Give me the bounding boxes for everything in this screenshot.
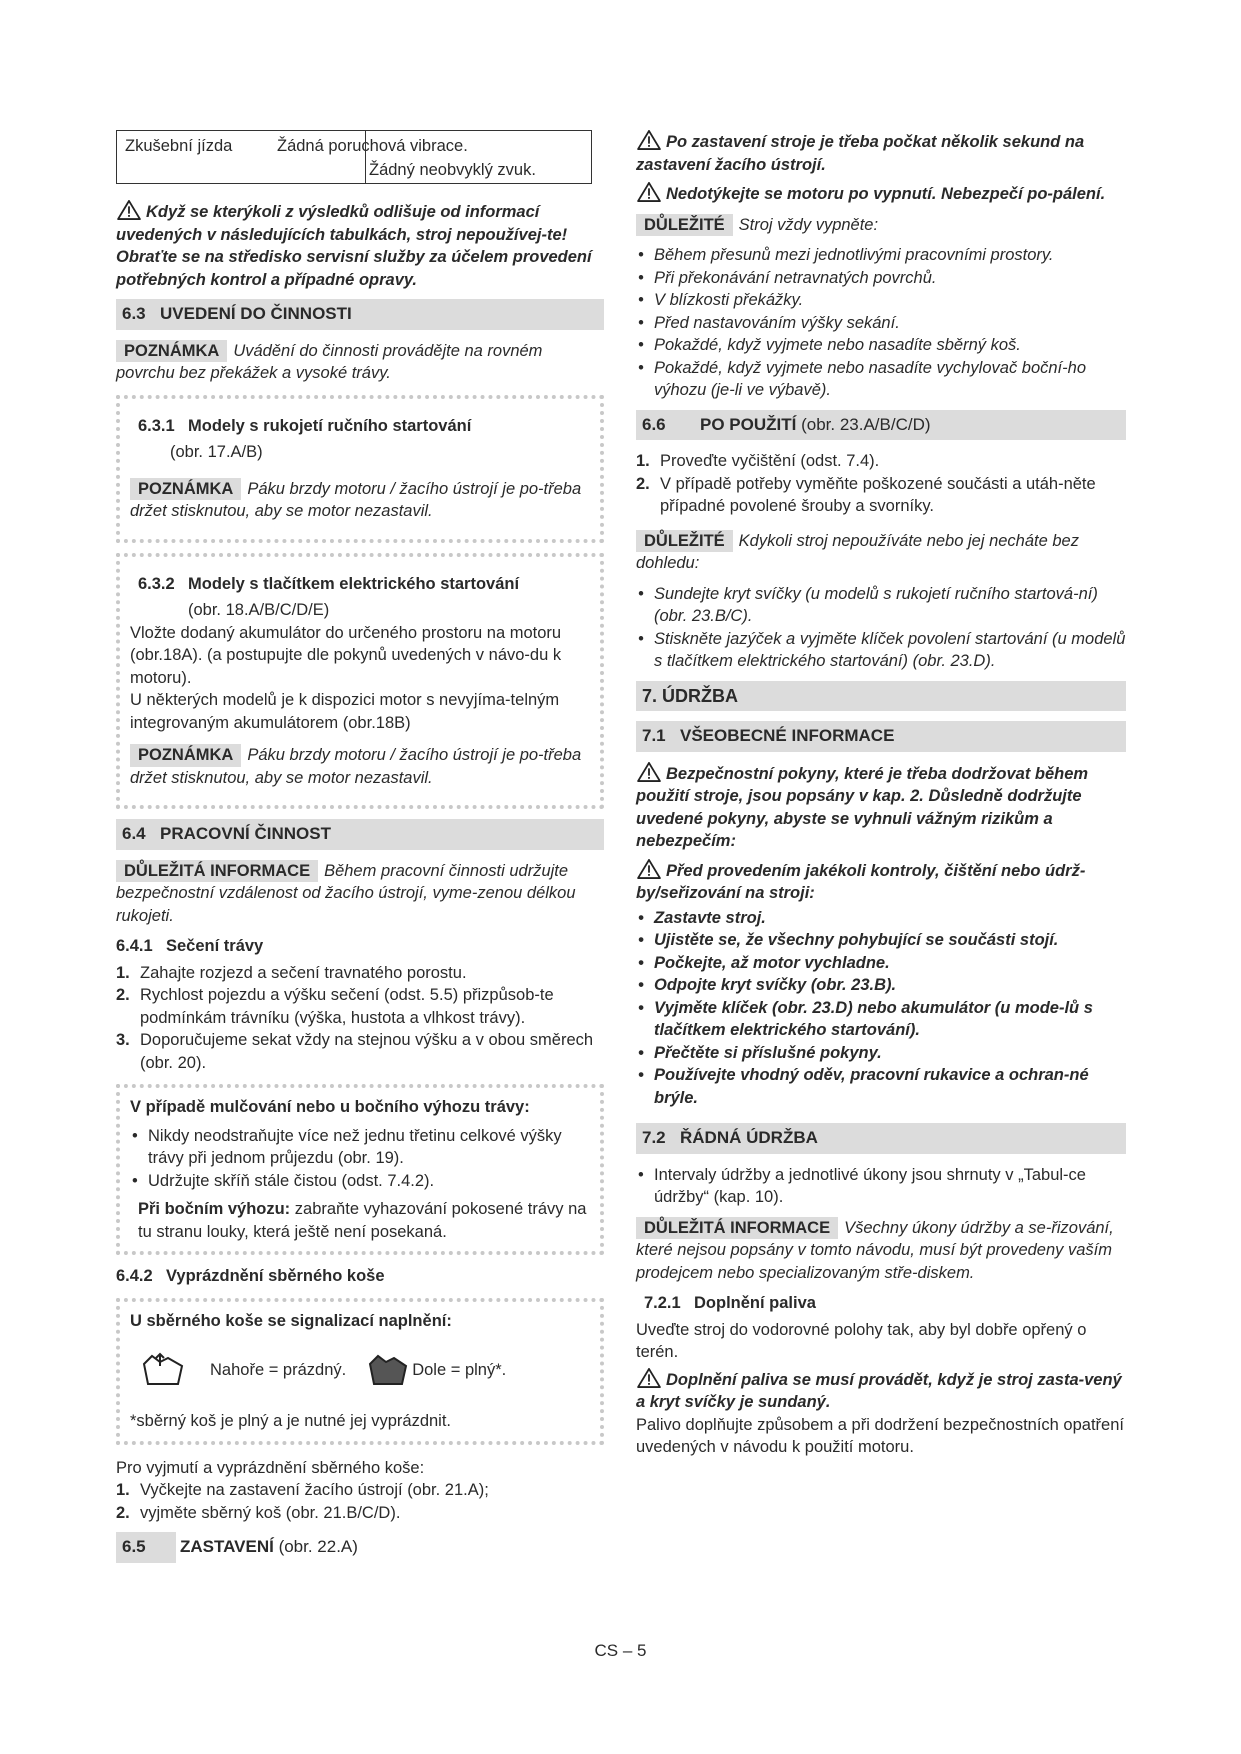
warning-icon [636, 1368, 662, 1388]
important-info: DŮLEŽITÁ INFORMACE Během pracovní činnosti udržujte bezpečnostní vzdálenost od žacího ústrojí, vyme-zenou délkou rukojeti. [116, 861, 576, 925]
warning-stop-blade: Po zastavení stroje je třeba počkat několik sekund na zastavení žacího ústrojí. [636, 130, 1126, 176]
bag-note: *sběrný koš je plný a je nutné jej vyprázdnit. [130, 1412, 452, 1430]
maintenance-list [636, 1164, 1126, 1209]
bag-indicator-row [138, 1350, 592, 1390]
chapter-7-heading: 7. ÚDRŽBA [636, 681, 1126, 712]
warning-icon [636, 762, 662, 782]
warning-hot-engine: Nedotýkejte se motoru po vypnutí. Nebezpečí po-pálení. [636, 182, 1126, 206]
paragraph: U některých modelů je k dispozici motor s nevyjíma-telným integrovaným akumulátorem (obr.18B) [130, 691, 560, 732]
left-column [116, 130, 604, 1573]
list-item: • Při překonávání netravnatých povrchů. [636, 267, 1126, 290]
paragraph: Palivo doplňujte způsobem a při dodržení bezpečnostních opatření uvedených v návodu k použití motoru. [636, 1415, 1124, 1456]
right-column [636, 130, 1126, 1459]
bag-full-icon [366, 1352, 410, 1388]
paragraph: Pro vyjmutí a vyprázdnění sběrného koše: [116, 1458, 425, 1477]
list-item: • Intervaly údržby a jednotlivé úkony jsou shrnuty v „Tabul-ce údržby“ (kap. 10). [636, 1164, 1126, 1209]
paragraph: Vložte dodaný akumulátor do určeného prostoru na motoru (obr.18A). (a postupujte dle pokynů uvedených v návo-du k motoru). [130, 623, 562, 687]
subsection-6-3-1-heading: 6.3.1 Modely s rukojetí ručního startování [138, 416, 472, 435]
paragraph: Při bočním výhozu: zabraňte vyhazování pokosené trávy na tu stranu louky, která ještě není posekaná. [138, 1200, 587, 1241]
section-6-6-heading: 6.6 PO POUŽITÍ (obr. 23.A/B/C/D) [636, 410, 1126, 441]
stop-conditions-list [636, 244, 1126, 402]
figure-ref: (obr. 17.A/B) [170, 443, 263, 461]
warning-results: Když se kterýkoli z výsledků odlišuje od informací uvedených v následujících tabulkách, stroj nepoužívej-te! Obraťte se na středisko servisní služby za účelem provedení potřebných kontrol a případné opravy. [116, 200, 604, 291]
maintenance-checklist [636, 907, 1126, 1110]
bag-empty-icon [138, 1350, 190, 1390]
box-6-3-1 [116, 395, 604, 543]
list-item: 1. Zahajte rozjezd a sečení travnatého porostu. [116, 963, 467, 982]
warning-safety-rules: Bezpečnostní pokyny, které je třeba dodržovat během použití stroje, jsou popsány v kap. 2. Důsledně dodržujte uvedené pokyny, abyste se vyhnuli vážným rizikům a nebezpečím: [636, 762, 1126, 853]
list-item: 1. Vyčkejte na zastavení žacího ústrojí (obr. 21.A); [116, 1481, 489, 1499]
bag-bottom-label: Dole = plný*. [412, 1360, 507, 1379]
list-item: • Zastavte stroj. [636, 907, 1126, 930]
list-item: • Ujistěte se, že všechny pohybující se součásti stojí. [636, 929, 1126, 952]
test-table-cell: Žádný neobvyklý zvuk. [369, 161, 536, 179]
list-item: • Počkejte, až motor vychladne. [636, 952, 1126, 975]
box-title: U sběrného koše se signalizací naplnění: [130, 1311, 452, 1330]
section-7-2-heading: 7.2 ŘÁDNÁ ÚDRŽBA [636, 1123, 1126, 1154]
figure-ref: (obr. 18.A/B/C/D/E) [188, 601, 330, 619]
list-item: • Pokaždé, když vyjmete nebo nasadíte vychylovač boční-ho výhozu (je-li ve výbavě). [636, 357, 1126, 402]
test-table [116, 130, 592, 184]
box-bag-indicator [116, 1298, 604, 1445]
note: POZNÁMKA Páku brzdy motoru / žacího ústrojí je po-třeba držet stisknutou, aby se motor nezastavil. [130, 479, 582, 520]
list-item: 2. vyjměte sběrný koš (obr. 21.B/C/D). [116, 1503, 401, 1522]
list-item: 2. Rychlost pojezdu a výšku sečení (odst. 5.5) přizpůsob-te podmínkám trávníku (výška, hustota a vlhkost trávy). [116, 986, 554, 1027]
list-item: 2. V případě potřeby vyměňte poškozené součásti a utáh-něte případné povolené šrouby a svorníky. [636, 474, 1096, 515]
warning-before-maintenance: Před provedením jakékoli kontroly, čištění nebo údrž-by/seřizování na stroji: [636, 859, 1126, 905]
list-item: • Před nastavováním výšky sekání. [636, 312, 1126, 335]
list-item: • Udržujte skříň stále čistou (odst. 7.4.2). [130, 1170, 592, 1193]
warning-icon [636, 130, 662, 150]
mulch-list [130, 1125, 592, 1193]
unattended-list [636, 583, 1126, 673]
list-item: • Přečtěte si příslušné pokyny. [636, 1042, 1126, 1065]
list-item: • Sundejte kryt svíčky (u modelů s rukojetí ručního startová-ní) (obr. 23.B/C). [636, 583, 1126, 628]
list-item: • Pokaždé, když vyjmete nebo nasadíte sběrný koš. [636, 334, 1126, 357]
section-6-3-heading: 6.3 UVEDENÍ DO ČINNOSTI [116, 299, 604, 330]
test-table-cell: Žádná poruchová vibrace. [277, 137, 468, 155]
important-note: DŮLEŽITÉ Stroj vždy vypněte: [636, 214, 1126, 237]
empty-steps [116, 1479, 604, 1524]
paragraph: Uveďte stroj do vodorovné polohy tak, aby byl dobře opřený o terén. [636, 1320, 1087, 1361]
warning-icon [636, 182, 662, 202]
bag-top-label: Nahoře = prázdný. [210, 1360, 347, 1379]
box-mulching [116, 1084, 604, 1255]
list-item: • V blízkosti překážky. [636, 289, 1126, 312]
subsection-6-4-2-heading: 6.4.2 Vyprázdnění sběrného koše [116, 1267, 385, 1285]
note: POZNÁMKA Uvádění do činnosti provádějte na rovném povrchu bez překážek a vysoké trávy. [116, 341, 543, 382]
list-item: • Stiskněte jazýček a vyjměte klíček povolení startování (u modelů s tlačítkem elektrického startování) (obr. 23.D). [636, 628, 1126, 673]
list-item: 3. Doporučujeme sekat vždy na stejnou výšku a v obou směrech (obr. 20). [116, 1031, 594, 1072]
box-6-3-2 [116, 553, 604, 810]
test-table-cell: Zkušební jízda [125, 137, 233, 155]
list-item: • Vyjměte klíček (obr. 23.D) nebo akumulátor (u mode-lů s tlačítkem elektrického startování). [636, 997, 1126, 1042]
list-item: • Nikdy neodstraňujte více než jednu třetinu celkové výšky trávy při jednom průjezdu (obr. 19). [130, 1125, 592, 1170]
box-title: V případě mulčování nebo u bočního výhozu trávy: [130, 1098, 530, 1116]
list-item: 1. Proveďte vyčištění (odst. 7.4). [636, 452, 880, 470]
subsection-6-3-2-heading: 6.3.2 Modely s tlačítkem elektrického startování [138, 574, 520, 593]
warning-icon [636, 859, 662, 879]
important-info: DŮLEŽITÁ INFORMACE Všechny úkony údržby a se-řizování, které nejsou popsány v tomto návodu, musí být provedeny vaším prodejcem nebo specializovaným stře-diskem. [636, 1218, 1114, 1282]
warning-icon [116, 200, 142, 220]
section-6-4-heading: 6.4 PRACOVNÍ ČINNOST [116, 819, 604, 850]
section-7-1-heading: 7.1 VŠEOBECNÉ INFORMACE [636, 721, 1126, 752]
mowing-steps [116, 962, 604, 1075]
list-item: • Odpojte kryt svíčky (obr. 23.B). [636, 974, 1126, 997]
warning-refuel: Doplnění paliva se musí provádět, když je stroj zasta-vený a kryt svíčky je sundaný. [636, 1368, 1126, 1414]
subsection-7-2-1-heading: 7.2.1 Doplnění paliva [644, 1294, 816, 1312]
page-number: CS – 5 [594, 1641, 647, 1660]
note: POZNÁMKA Páku brzdy motoru / žacího ústrojí je po-třeba držet stisknutou, aby se motor nezastavil. [130, 746, 582, 787]
after-use-steps [636, 450, 1126, 518]
important-note: DŮLEŽITÉ Kdykoli stroj nepoužíváte nebo jej necháte bez dohledu: [636, 531, 1079, 572]
subsection-6-4-1-heading: 6.4.1 Sečení trávy [116, 937, 264, 955]
list-item: • Během přesunů mezi jednotlivými pracovními prostory. [636, 244, 1126, 267]
list-item: • Používejte vhodný oděv, pracovní rukavice a ochran-né brýle. [636, 1064, 1126, 1109]
section-6-5-heading: 6.5 ZASTAVENÍ (obr. 22.A) [116, 1532, 604, 1563]
